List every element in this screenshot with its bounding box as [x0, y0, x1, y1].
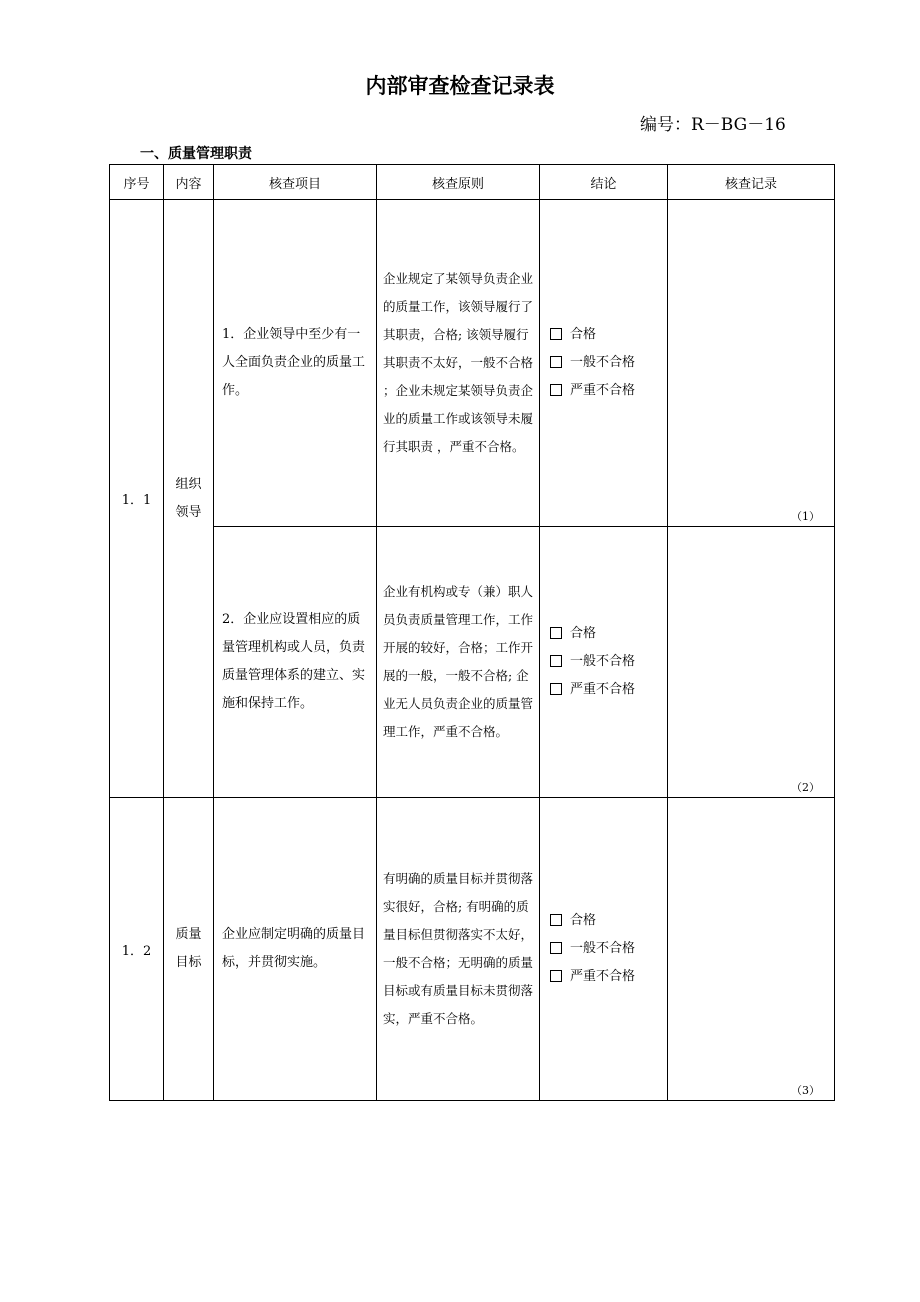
check-record[interactable]: [668, 200, 835, 527]
check-principle: 企业有机构或专（兼）职人员负责质量管理工作，工作开展的较好，合格；工作开展的一般，一般不合格; 企业无人员负责企业的质量管理工作，严重不合格。: [377, 527, 540, 798]
table-row: [110, 798, 835, 1101]
content-text: 组织领导: [175, 476, 202, 520]
row-seq: 1．1: [110, 200, 164, 798]
check-item: 2．企业应设置相应的质量管理机构或人员，负责质量管理体系的建立、实施和保持工作。: [214, 527, 377, 798]
row-content: [164, 798, 214, 1101]
option-pass[interactable]: 合格: [550, 620, 657, 648]
checkbox-icon[interactable]: [550, 384, 562, 396]
document-number: 编号：R－BG－16: [640, 115, 786, 135]
header-seq: 序号: [110, 165, 164, 200]
header-content: 内容: [164, 165, 214, 200]
checkbox-icon[interactable]: [550, 914, 562, 926]
header-item: 核查项目: [214, 165, 377, 200]
check-item: 企业应制定明确的质量目标，并贯彻实施。: [214, 798, 377, 1101]
checkbox-icon[interactable]: [550, 970, 562, 982]
check-principle: 有明确的质量目标并贯彻落实很好，合格; 有明确的质量目标但贯彻落实不太好，一般不合格；无明确的质量目标或有质量目标未贯彻落实，严重不合格。: [377, 798, 540, 1101]
table-row: [110, 527, 835, 798]
option-minor-fail[interactable]: 一般不合格: [550, 648, 657, 676]
checkbox-icon[interactable]: [550, 683, 562, 695]
option-major-fail[interactable]: 严重不合格: [550, 963, 657, 991]
conclusion-options: [540, 527, 668, 798]
record-number: （3）: [791, 1084, 820, 1097]
checkbox-icon[interactable]: [550, 655, 562, 667]
inspection-table: [109, 164, 835, 1101]
option-major-fail[interactable]: 严重不合格: [550, 676, 657, 704]
option-minor-fail[interactable]: 一般不合格: [550, 935, 657, 963]
option-pass[interactable]: 合格: [550, 321, 657, 349]
content-text: 质量目标: [175, 927, 202, 970]
row-content: [164, 200, 214, 798]
option-pass[interactable]: 合格: [550, 907, 657, 935]
check-record[interactable]: [668, 798, 835, 1101]
record-number: （1）: [791, 510, 820, 523]
conclusion-options: [540, 798, 668, 1101]
check-item: 1．企业领导中至少有一人全面负责企业的质量工作。: [214, 200, 377, 527]
record-number: （2）: [791, 781, 820, 794]
header-principle: 核查原则: [377, 165, 540, 200]
conclusion-options: [540, 200, 668, 527]
checkbox-icon[interactable]: [550, 627, 562, 639]
option-major-fail[interactable]: 严重不合格: [550, 377, 657, 405]
check-record[interactable]: [668, 527, 835, 798]
page-title: 内部审查检查记录表: [365, 74, 555, 98]
checkbox-icon[interactable]: [550, 356, 562, 368]
table-row: [110, 200, 835, 527]
check-principle: 企业规定了某领导负责企业的质量工作，该领导履行了其职责，合格; 该领导履行其职责不太好，一般不合格 ；企业未规定某领导负责企业的质量工作或该领导未履行其职责 ，严重不合格。: [377, 200, 540, 527]
option-minor-fail[interactable]: 一般不合格: [550, 349, 657, 377]
row-seq: 1．2: [110, 798, 164, 1101]
table-header-row: [110, 165, 835, 200]
checkbox-icon[interactable]: [550, 328, 562, 340]
section-title: 一、质量管理职责: [140, 146, 252, 162]
header-result: 结论: [540, 165, 668, 200]
checkbox-icon[interactable]: [550, 942, 562, 954]
header-record: 核查记录: [668, 165, 835, 200]
